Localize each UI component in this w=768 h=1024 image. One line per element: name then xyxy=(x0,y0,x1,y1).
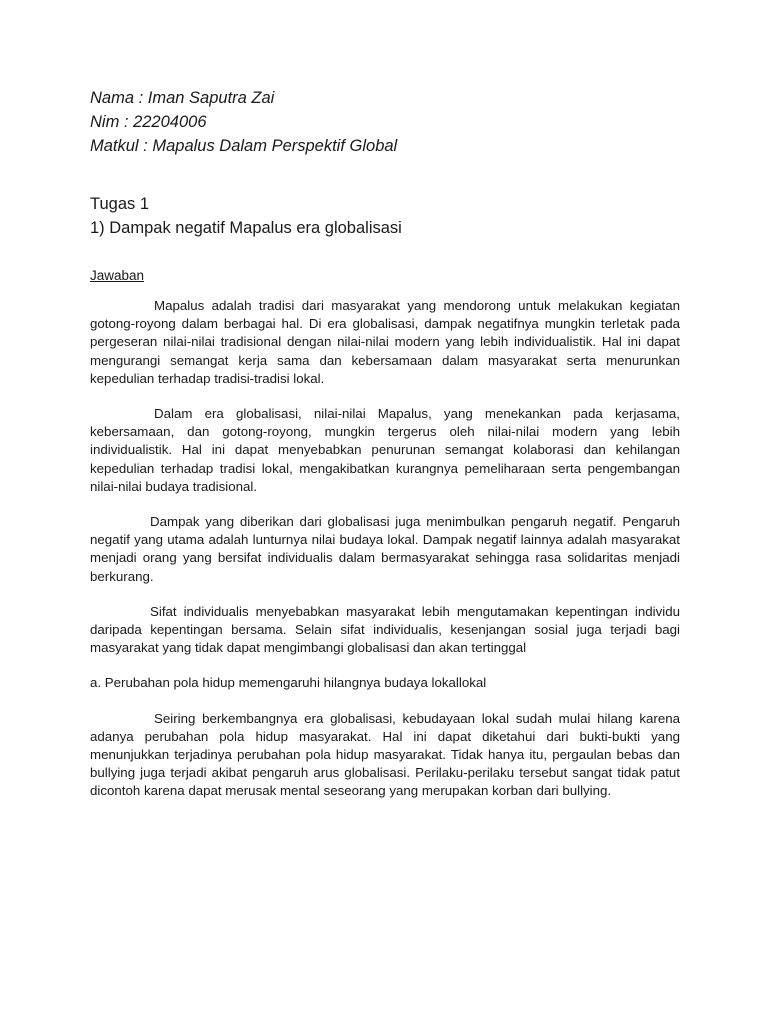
document-page xyxy=(90,86,680,801)
student-info xyxy=(90,86,680,158)
answer-paragraph-4: Sifat individualis menyebabkan masyarakat lebih mengutamakan kepentingan individu daripada kepentingan bersama. Selain sifat individualis, kesenjangan sosial juga terjadi bagi masyarakat yang tidak dapat mengimbangi globalisasi dan akan tertinggal xyxy=(90,603,680,656)
answer-paragraph-2: Dalam era globalisasi, nilai-nilai Mapalus, yang menekankan pada kerjasama, kebersamaan, dan gotong-royong, mungkin tergerus oleh nilai-nilai modern yang lebih individualistik. Hal ini dapat menyebabkan penurunan semangat kolaborasi dan kehilangan kepedulian terhadap tradisi lokal, mengakibatkan kurangnya pemeliharaan serta pengembangan nilai-nilai budaya tradisional. xyxy=(90,406,680,494)
task-question: 1) Dampak negatif Mapalus era globalisasi xyxy=(90,219,402,237)
answer-paragraph-3: Dampak yang diberikan dari globalisasi juga menimbulkan pengaruh negatif. Pengaruh negatif yang utama adalah lunturnya nilai budaya lokal. Dampak negatif lainnya adalah masyarakat menjadi orang yang bersifat individualis dalam bermasyarakat sehingga rasa solidaritas menjadi berkurang. xyxy=(90,514,680,584)
answer-label: Jawaban xyxy=(90,268,145,283)
student-nim: Nim : 22204006 xyxy=(90,113,207,131)
student-name: Nama : Iman Saputra Zai xyxy=(90,89,275,107)
task-title: Tugas 1 xyxy=(90,195,150,213)
closing-paragraph: Seiring berkembangnya era globalisasi, kebudayaan lokal sudah mulai hilang karena adanya perubahan pola hidup masyarakat. Hal ini dapat diketahui dari bukti-bukti yang menunjukkan terjadinya perubahan pola hidup masyarakat. Tidak hanya itu, pergaulan bebas dan bullying juga terjadi akibat pengaruh arus globalisasi. Perilaku-perilaku tersebut sangat tidak patut dicontoh karena dapat merusak mental seseorang yang merupakan korban dari bullying. xyxy=(90,710,680,799)
section-subheading: a. Perubahan pola hidup memengaruhi hilangnya budaya lokallokal xyxy=(90,675,487,691)
answer-paragraph-1: Mapalus adalah tradisi dari masyarakat yang mendorong untuk melakukan kegiatan gotong-royong dalam berbagai hal. Di era globalisasi, dampak negatifnya mungkin terletak pada pergeseran nilai-nilai tradisional dengan nilai-nilai modern yang lebih individualistik. Hal ini dapat mengurangi semangat kerja sama dan kebersamaan dalam masyarakat serta menurunkan kepedulian terhadap tradisi-tradisi lokal. xyxy=(90,298,680,386)
course-name: Matkul : Mapalus Dalam Perspektif Global xyxy=(90,137,398,155)
task-header xyxy=(90,192,680,240)
